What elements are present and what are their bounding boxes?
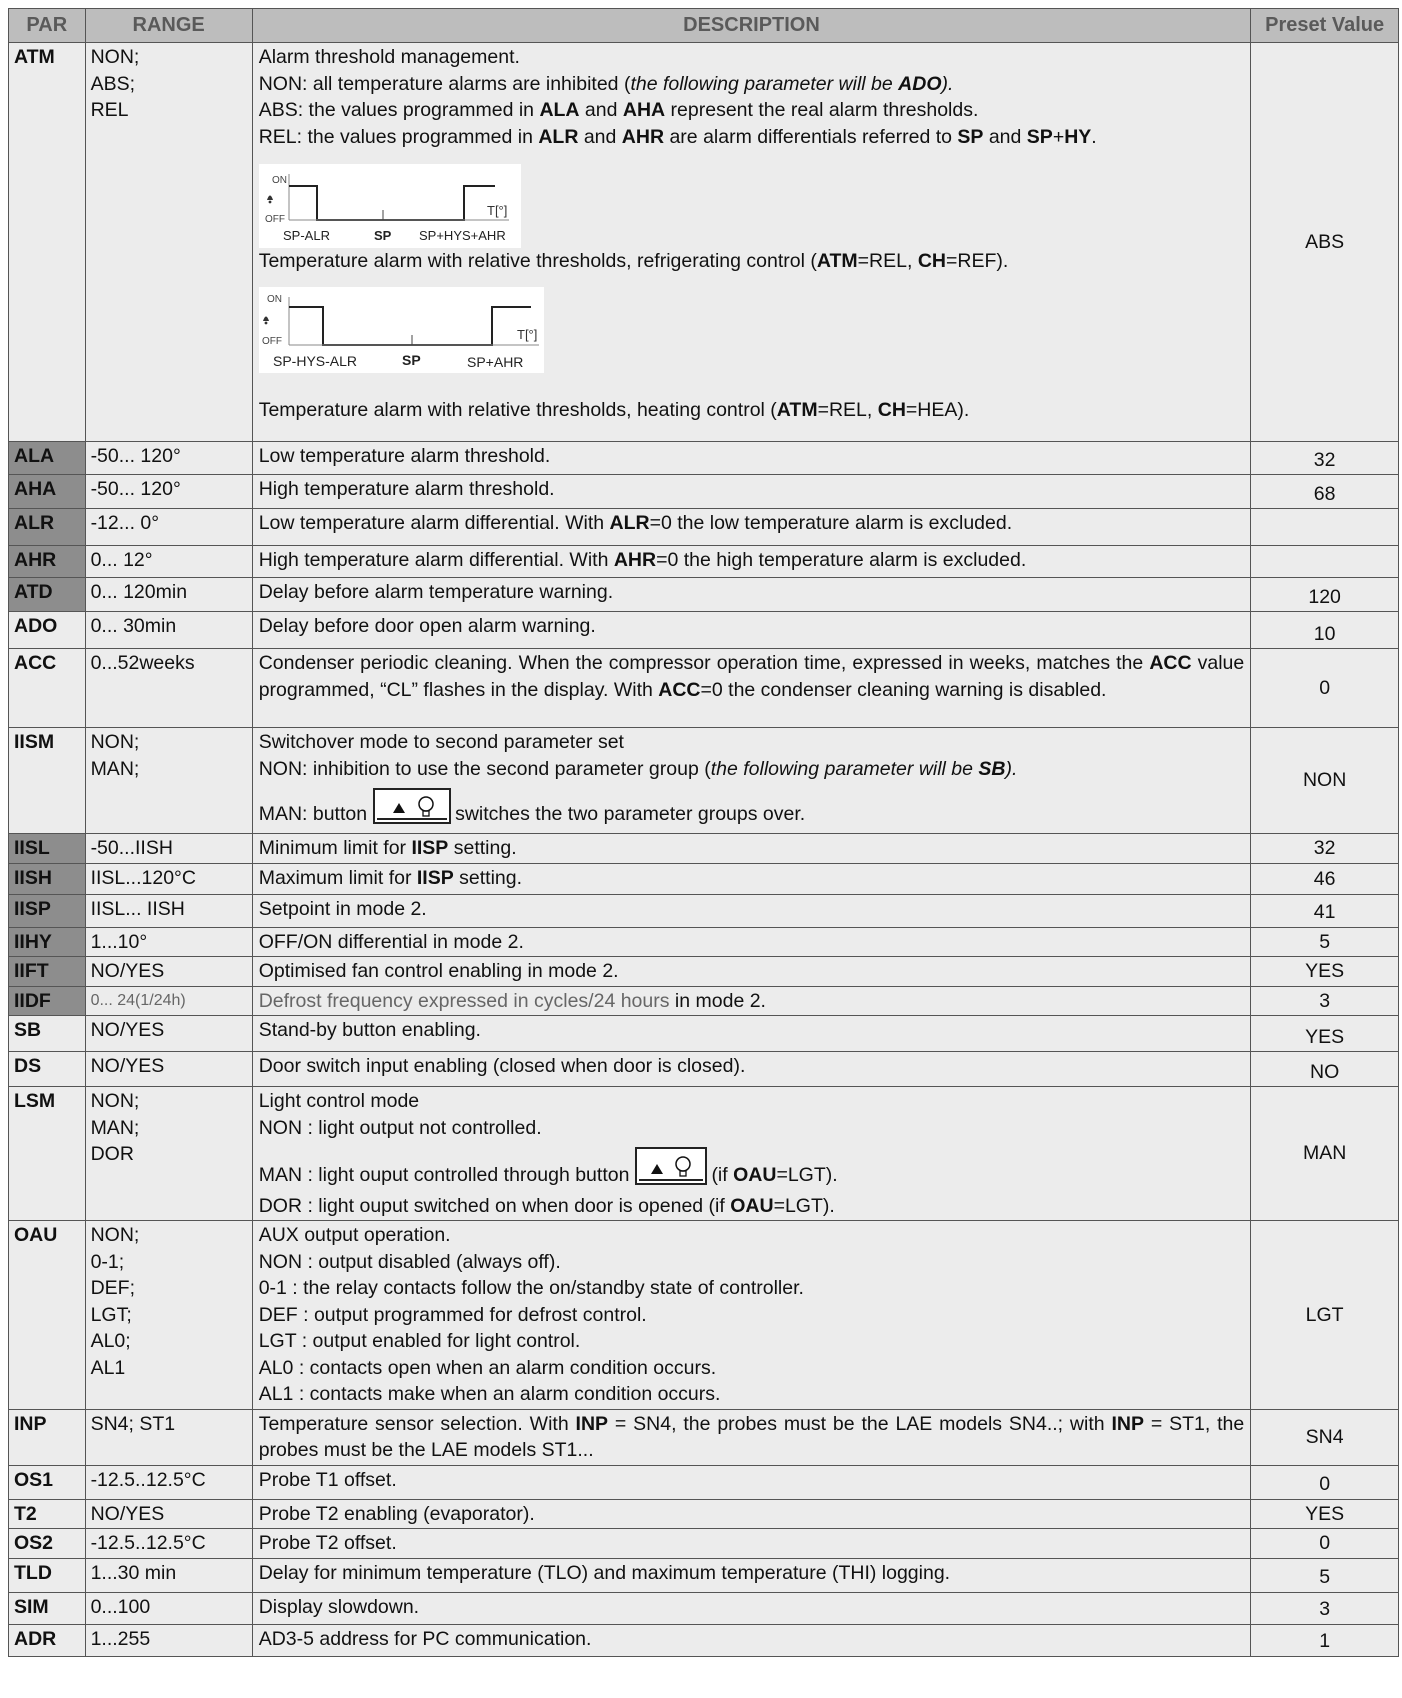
sp-hys-alr-label: SP-HYS-ALR bbox=[272, 352, 357, 369]
table-row bbox=[9, 442, 1399, 475]
table-row bbox=[9, 728, 1399, 834]
range-cell: -12.5..12.5°C bbox=[85, 1529, 252, 1559]
preset-cell: YES bbox=[1251, 1016, 1399, 1052]
description-text: DEF : output programmed for defrost control. bbox=[258, 1303, 647, 1326]
range-cell: -50...IISH bbox=[85, 833, 252, 863]
par-cell: SIM bbox=[9, 1592, 86, 1624]
description-cell: Condenser periodic cleaning. When the compressor operation time, expressed in weeks, matches the ACC value programmed, “CL” flashes in the display. With ACC=0 the condenser cleaning warning is disabled. bbox=[252, 649, 1251, 728]
par-cell: TLD bbox=[9, 1558, 86, 1592]
range-cell: 1...30 min bbox=[85, 1558, 252, 1592]
range-value: AL1 bbox=[90, 1356, 126, 1379]
table-row bbox=[9, 612, 1399, 649]
range-cell: 1...10° bbox=[85, 927, 252, 957]
description-text: REL: the values programmed in ALR and AHR are alarm differentials referred to SP and SP+HY. bbox=[258, 125, 1097, 148]
preset-cell: 41 bbox=[1251, 894, 1399, 927]
range-cell: 1...255 bbox=[85, 1624, 252, 1656]
preset-cell: NON bbox=[1251, 728, 1399, 834]
preset-cell: NO bbox=[1251, 1052, 1399, 1087]
description-cell bbox=[252, 728, 1251, 834]
description-cell: Setpoint in mode 2. bbox=[252, 894, 1251, 927]
description-cell: Low temperature alarm differential. With ALR=0 the low temperature alarm is excluded. bbox=[252, 509, 1251, 546]
description-text: NON: all temperature alarms are inhibited (the following parameter will be ADO). bbox=[258, 72, 954, 95]
range-cell: NO/YES bbox=[85, 1016, 252, 1052]
sp-label: SP bbox=[401, 351, 421, 368]
range-value: LGT; bbox=[90, 1303, 132, 1326]
range-cell: IISL...120°C bbox=[85, 863, 252, 894]
light-button-icon bbox=[635, 1147, 707, 1193]
description-text: ABS: the values programmed in ALA and AHA represent the real alarm thresholds. bbox=[258, 99, 979, 121]
preset-cell: YES bbox=[1251, 1499, 1399, 1529]
par-cell: ADR bbox=[9, 1624, 86, 1656]
range-cell: 0...52weeks bbox=[85, 649, 252, 728]
sp-alr-label: SP-ALR bbox=[282, 228, 330, 243]
table-row bbox=[9, 1624, 1399, 1656]
range-value: 0-1; bbox=[90, 1250, 125, 1273]
description-text: AL0 : contacts open when an alarm condition occurs. bbox=[258, 1356, 717, 1379]
par-cell: SB bbox=[9, 1016, 86, 1052]
table-row bbox=[9, 957, 1399, 987]
description-cell: Stand-by button enabling. bbox=[252, 1016, 1251, 1052]
header-row bbox=[9, 9, 1399, 43]
preset-cell: 0 bbox=[1251, 1529, 1399, 1559]
preset-cell: 68 bbox=[1251, 475, 1399, 509]
figure-caption: Temperature alarm with relative thresholds, refrigerating control (ATM=REL, CH=REF). bbox=[258, 250, 1009, 272]
parameter-table-container bbox=[8, 8, 1399, 1657]
alarm-diagram-refrigerating bbox=[259, 164, 521, 248]
range-value: MAN; bbox=[90, 1116, 140, 1139]
header-description: DESCRIPTION bbox=[252, 9, 1251, 43]
table-row bbox=[9, 1592, 1399, 1624]
description-text: MAN: button switches the two parameter groups over. bbox=[259, 788, 1245, 832]
off-label: OFF bbox=[264, 214, 285, 225]
sp-ahr-label: SP+AHR bbox=[466, 353, 524, 370]
par-cell: AHA bbox=[9, 475, 86, 509]
range-value: ABS; bbox=[90, 72, 135, 95]
range-cell: 0... 30min bbox=[85, 612, 252, 649]
description-cell: Optimised fan control enabling in mode 2. bbox=[252, 957, 1251, 987]
range-cell: 0... 12° bbox=[85, 546, 252, 578]
alarm-diagram-heating bbox=[259, 287, 544, 373]
preset-cell: ABS bbox=[1251, 43, 1399, 442]
preset-cell bbox=[1251, 546, 1399, 578]
description-cell: Delay for minimum temperature (TLO) and maximum temperature (THI) logging. bbox=[252, 1558, 1251, 1592]
par-cell: ATD bbox=[9, 578, 86, 612]
range-cell bbox=[85, 1221, 252, 1410]
description-text: DOR : light ouput switched on when door is opened (if OAU=LGT). bbox=[258, 1194, 835, 1217]
figure-caption: Temperature alarm with relative thresholds, heating control (ATM=REL, CH=HEA). bbox=[258, 398, 970, 421]
description-text: NON: inhibition to use the second parameter group (the following parameter will be SB). bbox=[258, 757, 1018, 780]
header-range: RANGE bbox=[85, 9, 252, 43]
par-cell: IIFT bbox=[9, 957, 86, 987]
table-row bbox=[9, 1499, 1399, 1529]
par-cell: IIDF bbox=[9, 986, 86, 1016]
par-cell: INP bbox=[9, 1409, 86, 1465]
description-text: Light control mode bbox=[258, 1090, 420, 1112]
header-par: PAR bbox=[9, 9, 86, 43]
header-preset: Preset Value bbox=[1251, 9, 1399, 43]
sp-label: SP bbox=[373, 228, 392, 243]
description-cell: Temperature sensor selection. With INP = SN4, the probes must be the LAE models SN4..; with INP = ST1, the probes must be the LAE models ST1... bbox=[252, 1409, 1251, 1465]
range-cell bbox=[85, 43, 252, 442]
sp-hys-ahr-label: SP+HYS+AHR bbox=[418, 228, 506, 243]
description-text: NON : output disabled (always off). bbox=[258, 1250, 561, 1273]
table-row bbox=[9, 1016, 1399, 1052]
range-value: NON; bbox=[90, 731, 140, 753]
par-cell: LSM bbox=[9, 1087, 86, 1221]
description-cell: Delay before door open alarm warning. bbox=[252, 612, 1251, 649]
preset-cell: 120 bbox=[1251, 578, 1399, 612]
axis-label: T[°] bbox=[516, 326, 538, 342]
table-row bbox=[9, 1558, 1399, 1592]
table-row bbox=[9, 1465, 1399, 1499]
description-text: AUX output operation. bbox=[258, 1224, 451, 1246]
alarm-diagram-svg bbox=[259, 287, 544, 373]
description-cell: Low temperature alarm threshold. bbox=[252, 442, 1251, 475]
on-label: ON bbox=[271, 175, 287, 186]
description-text: LGT : output enabled for light control. bbox=[258, 1330, 581, 1352]
alarm-diagram-svg bbox=[259, 164, 521, 248]
par-cell: OS2 bbox=[9, 1529, 86, 1559]
description-cell bbox=[252, 43, 1251, 442]
table-row bbox=[9, 1221, 1399, 1410]
description-text: 0-1 : the relay contacts follow the on/standby state of controller. bbox=[258, 1277, 804, 1299]
preset-cell: LGT bbox=[1251, 1221, 1399, 1410]
range-cell: 0...100 bbox=[85, 1592, 252, 1624]
description-cell: Minimum limit for IISP setting. bbox=[252, 833, 1251, 863]
preset-cell: 5 bbox=[1251, 1558, 1399, 1592]
range-value: NON; bbox=[90, 1090, 140, 1112]
description-cell: Probe T2 enabling (evaporator). bbox=[252, 1499, 1251, 1529]
table-row bbox=[9, 863, 1399, 894]
table-row bbox=[9, 927, 1399, 957]
range-cell: -12.5..12.5°C bbox=[85, 1465, 252, 1499]
preset-cell bbox=[1251, 509, 1399, 546]
par-cell: OAU bbox=[9, 1221, 86, 1410]
preset-cell: 1 bbox=[1251, 1624, 1399, 1656]
table-row bbox=[9, 986, 1399, 1016]
description-cell: Delay before alarm temperature warning. bbox=[252, 578, 1251, 612]
range-value: NON; bbox=[90, 1224, 140, 1246]
off-label: OFF bbox=[261, 335, 282, 347]
table-row bbox=[9, 833, 1399, 863]
description-cell: Maximum limit for IISP setting. bbox=[252, 863, 1251, 894]
par-cell: OS1 bbox=[9, 1465, 86, 1499]
par-cell: ACC bbox=[9, 649, 86, 728]
range-cell bbox=[85, 1087, 252, 1221]
par-cell: IISM bbox=[9, 728, 86, 834]
preset-cell: MAN bbox=[1251, 1087, 1399, 1221]
table-row bbox=[9, 509, 1399, 546]
table-row bbox=[9, 578, 1399, 612]
preset-cell: 3 bbox=[1251, 986, 1399, 1016]
preset-cell: 0 bbox=[1251, 1465, 1399, 1499]
par-cell: IIHY bbox=[9, 927, 86, 957]
preset-cell: SN4 bbox=[1251, 1409, 1399, 1465]
preset-cell: 46 bbox=[1251, 863, 1399, 894]
range-cell: -12... 0° bbox=[85, 509, 252, 546]
description-cell bbox=[252, 1087, 1251, 1221]
table-row bbox=[9, 1052, 1399, 1087]
range-value: NON; bbox=[90, 46, 140, 68]
range-value: DEF; bbox=[90, 1277, 135, 1299]
table-row bbox=[9, 1409, 1399, 1465]
range-cell: NO/YES bbox=[85, 957, 252, 987]
par-cell: T2 bbox=[9, 1499, 86, 1529]
light-button-icon bbox=[373, 788, 451, 832]
range-cell: IISL... IISH bbox=[85, 894, 252, 927]
par-cell: AHR bbox=[9, 546, 86, 578]
description-cell: Door switch input enabling (closed when door is closed). bbox=[252, 1052, 1251, 1087]
par-cell: ATM bbox=[9, 43, 86, 442]
description-cell: High temperature alarm threshold. bbox=[252, 475, 1251, 509]
preset-cell: YES bbox=[1251, 957, 1399, 987]
range-cell: -50... 120° bbox=[85, 475, 252, 509]
description-cell: OFF/ON differential in mode 2. bbox=[252, 927, 1251, 957]
on-label: ON bbox=[266, 293, 282, 305]
par-cell: DS bbox=[9, 1052, 86, 1087]
description-cell: Probe T1 offset. bbox=[252, 1465, 1251, 1499]
preset-cell: 10 bbox=[1251, 612, 1399, 649]
par-cell: ALA bbox=[9, 442, 86, 475]
par-cell: IISL bbox=[9, 833, 86, 863]
range-cell: 0... 24(1/24h) bbox=[85, 986, 252, 1016]
preset-cell: 32 bbox=[1251, 833, 1399, 863]
description-text: NON : light output not controlled. bbox=[258, 1116, 542, 1139]
range-cell: NO/YES bbox=[85, 1052, 252, 1087]
par-cell: ALR bbox=[9, 509, 86, 546]
preset-cell: 5 bbox=[1251, 927, 1399, 957]
description-cell: High temperature alarm differential. With AHR=0 the high temperature alarm is excluded. bbox=[252, 546, 1251, 578]
description-cell bbox=[252, 1221, 1251, 1410]
description-text: Switchover mode to second parameter set bbox=[258, 731, 624, 753]
description-text: MAN : light ouput controlled through button (if OAU=LGT). bbox=[259, 1147, 1245, 1193]
description-cell: AD3-5 address for PC communication. bbox=[252, 1624, 1251, 1656]
range-cell: NO/YES bbox=[85, 1499, 252, 1529]
description-cell: Display slowdown. bbox=[252, 1592, 1251, 1624]
range-cell: -50... 120° bbox=[85, 442, 252, 475]
description-cell: Defrost frequency expressed in cycles/24 hours in mode 2. bbox=[252, 986, 1251, 1016]
preset-cell: 0 bbox=[1251, 649, 1399, 728]
par-cell: ADO bbox=[9, 612, 86, 649]
preset-cell: 3 bbox=[1251, 1592, 1399, 1624]
description-cell: Probe T2 offset. bbox=[252, 1529, 1251, 1559]
table-row bbox=[9, 1529, 1399, 1559]
table-row bbox=[9, 546, 1399, 578]
range-value: REL bbox=[90, 99, 129, 121]
par-cell: IISP bbox=[9, 894, 86, 927]
axis-label: T[°] bbox=[486, 203, 508, 218]
parameter-table bbox=[8, 8, 1399, 1657]
description-text: AL1 : contacts make when an alarm condition occurs. bbox=[258, 1383, 721, 1405]
table-row bbox=[9, 1087, 1399, 1221]
range-cell: 0... 120min bbox=[85, 578, 252, 612]
range-value: MAN; bbox=[90, 757, 140, 780]
table-row bbox=[9, 475, 1399, 509]
table-row bbox=[9, 43, 1399, 442]
par-cell: IISH bbox=[9, 863, 86, 894]
table-row bbox=[9, 649, 1399, 728]
preset-cell: 32 bbox=[1251, 442, 1399, 475]
description-text: Alarm threshold management. bbox=[258, 46, 520, 68]
range-cell: SN4; ST1 bbox=[85, 1409, 252, 1465]
range-value: DOR bbox=[90, 1143, 134, 1165]
range-cell bbox=[85, 728, 252, 834]
range-value: AL0; bbox=[90, 1330, 131, 1352]
table-row bbox=[9, 894, 1399, 927]
